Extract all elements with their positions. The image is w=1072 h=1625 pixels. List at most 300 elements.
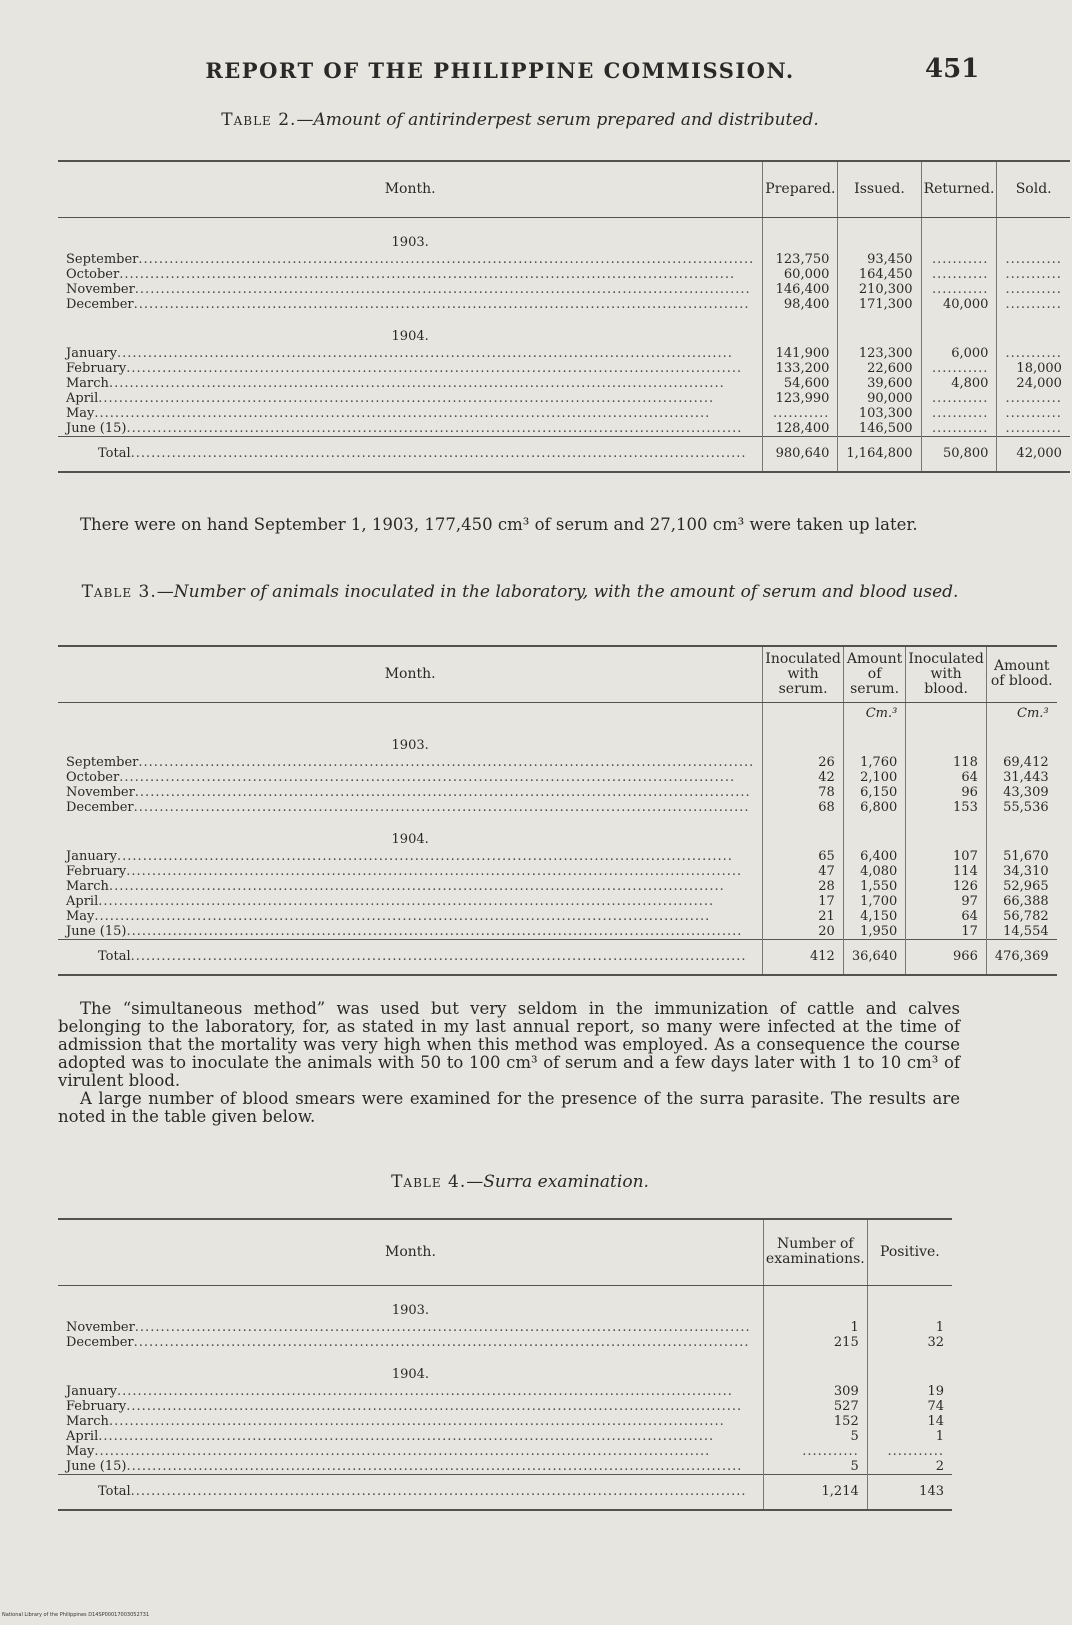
value-cell: 164,450 — [838, 267, 921, 282]
leader-dots: ........................................................................................................................ — [130, 1484, 747, 1499]
total-row — [58, 1474, 952, 1510]
leader-dots: ........... — [1005, 420, 1062, 436]
leader-dots: ........................................................................................................................ — [117, 345, 733, 361]
table3-caption-title: —Number of animals inoculated in the laboratory, with the amount of serum and blood used. — [156, 582, 959, 602]
table-row — [58, 346, 1070, 361]
month-cell — [58, 770, 763, 785]
table-row — [58, 391, 1070, 406]
year-spacer — [763, 1285, 867, 1320]
value-cell: 309 — [763, 1384, 867, 1399]
month-cell — [58, 252, 763, 267]
value-cell: 40,000 — [921, 297, 997, 312]
leader-dots: ........................................................................................................................ — [133, 799, 750, 815]
value-cell: 114 — [906, 864, 987, 879]
table-row — [58, 849, 1057, 864]
note-serum-text: There were on hand September 1, 1903, 177,450 cm³ of serum and 27,100 cm³ were taken up later. — [80, 515, 918, 534]
page-number: 451 — [925, 54, 980, 84]
value-cell: 107 — [906, 849, 987, 864]
leader-dots: ........................................................................................................................ — [98, 1428, 715, 1444]
table4-caption — [60, 1172, 980, 1192]
value-cell: 17 — [906, 924, 987, 940]
leader-dots: ........................................................................................................................ — [126, 1398, 743, 1414]
value-cell: 26 — [763, 755, 844, 770]
table4-caption-lead: Table 4. — [391, 1172, 467, 1192]
table-row — [58, 297, 1070, 312]
month-cell — [58, 1414, 763, 1429]
leader-dots: ........................................................................................................................ — [126, 360, 743, 376]
total-value: 1,214 — [763, 1474, 867, 1510]
leader-dots: ........................................................................................................................ — [133, 1334, 750, 1350]
year-spacer — [763, 721, 844, 755]
value-cell: 66,388 — [986, 894, 1056, 909]
leader-dots: ........... — [931, 420, 989, 436]
value-cell: 54,600 — [763, 376, 838, 391]
value-cell — [867, 1444, 952, 1459]
year-spacer — [997, 217, 1070, 252]
month-label: June (15) — [66, 923, 127, 939]
column-header: Amount of serum. — [843, 646, 906, 702]
year-row — [58, 1350, 952, 1384]
total-value: 980,640 — [763, 436, 838, 472]
unit-cell — [906, 702, 987, 721]
leader-dots: ........... — [931, 266, 989, 282]
value-cell — [921, 391, 997, 406]
month-label: January — [66, 345, 118, 361]
year-spacer — [906, 721, 987, 755]
month-label: April — [66, 390, 99, 406]
leader-dots: ........... — [802, 1443, 859, 1459]
month-cell — [58, 361, 763, 376]
leader-dots: ........................................................................................................................ — [117, 848, 733, 864]
value-cell: 96 — [906, 785, 987, 800]
value-cell — [921, 282, 997, 297]
column-header: Positive. — [867, 1219, 952, 1285]
month-label: October — [66, 266, 120, 282]
month-cell — [58, 1444, 763, 1459]
year-label: 1903. — [391, 1302, 430, 1318]
value-cell — [997, 297, 1070, 312]
year-spacer — [843, 721, 906, 755]
month-cell — [58, 406, 763, 421]
value-cell — [763, 406, 838, 421]
table-row — [58, 1444, 952, 1459]
total-value: 412 — [763, 939, 844, 975]
value-cell — [997, 421, 1070, 437]
month-label: May — [66, 405, 95, 421]
year-label: 1904. — [391, 831, 429, 847]
year-label: 1903. — [391, 234, 429, 250]
total-row — [58, 939, 1057, 975]
month-label: March — [66, 375, 109, 391]
year-spacer — [867, 1285, 952, 1320]
value-cell: 64 — [906, 770, 987, 785]
column-header: Inoculated with blood. — [906, 646, 987, 702]
value-cell — [921, 406, 997, 421]
table-row — [58, 406, 1070, 421]
value-cell: 1 — [763, 1320, 867, 1335]
leader-dots: ........................................................................................................................ — [108, 375, 725, 391]
year-spacer — [921, 217, 997, 252]
table-row — [58, 361, 1070, 376]
month-label: May — [66, 1443, 95, 1459]
value-cell: 146,400 — [763, 282, 838, 297]
leader-dots: ........... — [887, 1443, 944, 1459]
table-row — [58, 1414, 952, 1429]
table-row — [58, 376, 1070, 391]
value-cell — [921, 421, 997, 437]
value-cell — [997, 406, 1070, 421]
value-cell: 93,450 — [838, 252, 921, 267]
leader-dots: ........................................................................................................................ — [130, 949, 747, 964]
column-header: Prepared. — [763, 161, 838, 217]
value-cell: 4,080 — [843, 864, 906, 879]
value-cell — [921, 267, 997, 282]
value-cell: 74 — [867, 1399, 952, 1414]
leader-dots: ........... — [931, 251, 989, 267]
total-label: Total — [98, 949, 131, 964]
column-header: Month. — [58, 1219, 763, 1285]
value-cell: 210,300 — [838, 282, 921, 297]
month-label: November — [66, 1319, 135, 1335]
value-cell: 215 — [763, 1335, 867, 1350]
value-cell — [997, 391, 1070, 406]
value-cell: 43,309 — [986, 785, 1056, 800]
month-cell — [58, 391, 763, 406]
year-spacer — [997, 312, 1070, 346]
month-cell — [58, 282, 763, 297]
leader-dots: ........... — [1005, 251, 1062, 267]
value-cell — [997, 282, 1070, 297]
value-cell: 1,760 — [843, 755, 906, 770]
column-header: Amount of blood. — [986, 646, 1056, 702]
total-row — [58, 436, 1070, 472]
table-row — [58, 1459, 952, 1475]
leader-dots: ........... — [931, 281, 989, 297]
table-row — [58, 1429, 952, 1444]
leader-dots: ........................................................................................................................ — [134, 1319, 751, 1335]
value-cell: 2,100 — [843, 770, 906, 785]
month-label: February — [66, 360, 127, 376]
table-row — [58, 1320, 952, 1335]
table-3-inoculations — [58, 645, 1057, 976]
table4-caption-title: —Surra examination. — [466, 1172, 649, 1192]
leader-dots: ........... — [1005, 345, 1062, 361]
para-simultaneous-method: The “simultaneous method” was used but very seldom in the immunization of cattle and calves belonging to the laboratory, for, as stated in my last annual report, so many were infected at the time of admission that the mortality was very high when this method was employed. As a consequence the course adopted was to inoculate the animals with 50 to 100 cm³ of serum and a few days later with 1 to 10 cm³ of virulent blood. — [58, 999, 960, 1090]
value-cell: 52,965 — [986, 879, 1056, 894]
table-row — [58, 755, 1057, 770]
value-cell: 78 — [763, 785, 844, 800]
value-cell: 42 — [763, 770, 844, 785]
value-cell: 65 — [763, 849, 844, 864]
table-4-surra — [58, 1218, 952, 1511]
value-cell: 31,443 — [986, 770, 1056, 785]
table-row — [58, 894, 1057, 909]
value-cell: 6,150 — [843, 785, 906, 800]
value-cell: 1,700 — [843, 894, 906, 909]
value-cell: 4,150 — [843, 909, 906, 924]
leader-dots: ........................................................................................................................ — [126, 923, 743, 939]
leader-dots: ........... — [931, 360, 989, 376]
value-cell: 2 — [867, 1459, 952, 1475]
table-row — [58, 267, 1070, 282]
month-label: February — [66, 1398, 127, 1414]
month-cell — [58, 894, 763, 909]
value-cell: 28 — [763, 879, 844, 894]
leader-dots: ........................................................................................................................ — [126, 863, 743, 879]
year-spacer — [763, 1350, 867, 1384]
value-cell: 32 — [867, 1335, 952, 1350]
month-cell — [58, 346, 763, 361]
leader-dots: ........................................................................................................................ — [94, 908, 711, 924]
value-cell: 51,670 — [986, 849, 1056, 864]
leader-dots: ........... — [1005, 405, 1062, 421]
value-cell — [763, 1444, 867, 1459]
year-row — [58, 1285, 952, 1320]
unit-row — [58, 702, 1057, 721]
value-cell: 1,550 — [843, 879, 906, 894]
value-cell: 47 — [763, 864, 844, 879]
month-label: December — [66, 799, 134, 815]
table-row — [58, 864, 1057, 879]
month-cell — [58, 267, 763, 282]
column-header: Returned. — [921, 161, 997, 217]
unit-cell — [763, 702, 844, 721]
unit-cell: Cm.³ — [986, 702, 1056, 721]
total-cell — [58, 436, 763, 472]
value-cell: 14,554 — [986, 924, 1056, 940]
leader-dots: ........... — [931, 405, 989, 421]
table3-caption — [60, 582, 980, 602]
value-cell: 68 — [763, 800, 844, 815]
year-spacer — [986, 721, 1056, 755]
month-cell — [58, 376, 763, 391]
month-cell — [58, 297, 763, 312]
leader-dots: ........................................................................................................................ — [134, 784, 751, 800]
leader-dots: ........................................................................................................................ — [126, 420, 743, 436]
value-cell: 118 — [906, 755, 987, 770]
value-cell: 6,800 — [843, 800, 906, 815]
value-cell: 152 — [763, 1414, 867, 1429]
leader-dots: ........................................................................................................................ — [108, 1413, 725, 1429]
month-cell — [58, 924, 763, 940]
year-spacer — [921, 312, 997, 346]
month-label: March — [66, 1413, 109, 1429]
month-cell — [58, 755, 763, 770]
table2-caption — [60, 110, 980, 130]
unit-cell: Cm.³ — [843, 702, 906, 721]
library-footer: National Library of the Philippines D14SP00017003052731 — [2, 1612, 150, 1618]
value-cell: 22,600 — [838, 361, 921, 376]
leader-dots: ........... — [772, 405, 830, 421]
leader-dots: ........................................................................................................................ — [119, 769, 736, 785]
value-cell: 126 — [906, 879, 987, 894]
month-label: June (15) — [66, 1458, 127, 1474]
month-cell — [58, 849, 763, 864]
month-label: October — [66, 769, 120, 785]
month-cell — [58, 1384, 763, 1399]
table-row — [58, 909, 1057, 924]
value-cell: 6,000 — [921, 346, 997, 361]
table-row — [58, 800, 1057, 815]
value-cell: 97 — [906, 894, 987, 909]
total-value: 1,164,800 — [838, 436, 921, 472]
month-label: January — [66, 848, 118, 864]
column-header: Number of examinations. — [763, 1219, 867, 1285]
value-cell: 1,950 — [843, 924, 906, 940]
table-row — [58, 1384, 952, 1399]
month-cell — [58, 800, 763, 815]
table-row — [58, 252, 1070, 267]
unit-spacer — [58, 702, 763, 721]
month-label: February — [66, 863, 127, 879]
value-cell: 14 — [867, 1414, 952, 1429]
value-cell: 133,200 — [763, 361, 838, 376]
leader-dots: ........................................................................................................................ — [134, 281, 751, 297]
leader-dots: ........... — [1005, 390, 1062, 406]
header-row — [58, 161, 1070, 217]
leader-dots: ........................................................................................................................ — [98, 893, 715, 909]
month-cell — [58, 1335, 763, 1350]
value-cell: 4,800 — [921, 376, 997, 391]
table-row — [58, 879, 1057, 894]
table-2-serum — [58, 160, 1070, 473]
month-label: September — [66, 754, 139, 770]
value-cell: 19 — [867, 1384, 952, 1399]
value-cell: 55,536 — [986, 800, 1056, 815]
value-cell: 153 — [906, 800, 987, 815]
header-row — [58, 646, 1057, 702]
leader-dots: ........................................................................................................................ — [94, 1443, 711, 1459]
month-label: December — [66, 1334, 134, 1350]
table-row — [58, 421, 1070, 437]
total-cell — [58, 1474, 763, 1510]
value-cell: 90,000 — [838, 391, 921, 406]
table-row — [58, 924, 1057, 940]
year-spacer — [867, 1350, 952, 1384]
table-row — [58, 1399, 952, 1414]
value-cell: 1 — [867, 1429, 952, 1444]
column-header: Sold. — [997, 161, 1070, 217]
month-label: May — [66, 908, 95, 924]
month-cell — [58, 879, 763, 894]
leader-dots: ........................................................................................................................ — [138, 754, 755, 770]
value-cell: 141,900 — [763, 346, 838, 361]
value-cell — [997, 346, 1070, 361]
value-cell: 123,990 — [763, 391, 838, 406]
column-header: Month. — [58, 161, 763, 217]
year-spacer — [906, 815, 987, 849]
year-label: 1904. — [391, 1366, 430, 1382]
column-header: Inoculated with serum. — [763, 646, 844, 702]
leader-dots: ........................................................................................................................ — [98, 390, 715, 406]
leader-dots: ........................................................................................................................ — [133, 296, 750, 312]
month-label: June (15) — [66, 420, 127, 436]
value-cell: 69,412 — [986, 755, 1056, 770]
header-row — [58, 1219, 952, 1285]
value-cell: 146,500 — [838, 421, 921, 437]
value-cell: 24,000 — [997, 376, 1070, 391]
year-label: 1904. — [391, 328, 429, 344]
month-cell — [58, 909, 763, 924]
value-cell: 527 — [763, 1399, 867, 1414]
leader-dots: ........................................................................................................................ — [138, 251, 755, 267]
year-row — [58, 217, 1070, 252]
month-label: September — [66, 251, 139, 267]
value-cell: 1 — [867, 1320, 952, 1335]
total-value: 50,800 — [921, 436, 997, 472]
leader-dots: ........... — [931, 390, 989, 406]
value-cell — [921, 361, 997, 376]
total-value: 36,640 — [843, 939, 906, 975]
year-row — [58, 721, 1057, 755]
value-cell: 128,400 — [763, 421, 838, 437]
year-spacer — [763, 815, 844, 849]
leader-dots: ........... — [1005, 296, 1062, 312]
total-cell — [58, 939, 763, 975]
table-row — [58, 282, 1070, 297]
leader-dots: ........... — [1005, 281, 1062, 297]
month-cell — [58, 1459, 763, 1475]
value-cell: 64 — [906, 909, 987, 924]
value-cell: 5 — [763, 1429, 867, 1444]
column-header: Issued. — [838, 161, 921, 217]
total-value: 476,369 — [986, 939, 1056, 975]
month-cell — [58, 1399, 763, 1414]
leader-dots: ........................................................................................................................ — [94, 405, 711, 421]
column-header: Month. — [58, 646, 763, 702]
value-cell: 103,300 — [838, 406, 921, 421]
table-row — [58, 1335, 952, 1350]
total-label: Total — [98, 1484, 131, 1499]
leader-dots: ........................................................................................................................ — [130, 446, 747, 461]
month-cell — [58, 421, 763, 437]
total-value: 966 — [906, 939, 987, 975]
leader-dots: ........................................................................................................................ — [126, 1458, 743, 1474]
month-label: April — [66, 1428, 99, 1444]
year-spacer — [843, 815, 906, 849]
year-spacer — [838, 312, 921, 346]
total-value: 143 — [867, 1474, 952, 1510]
month-label: November — [66, 784, 135, 800]
value-cell — [997, 267, 1070, 282]
body-paragraphs — [58, 1000, 960, 1126]
month-label: April — [66, 893, 99, 909]
leader-dots: ........... — [1005, 266, 1062, 282]
year-row — [58, 312, 1070, 346]
running-head: REPORT OF THE PHILIPPINE COMMISSION. — [205, 58, 795, 83]
leader-dots: ........................................................................................................................ — [119, 266, 736, 282]
month-cell — [58, 1429, 763, 1444]
month-cell — [58, 864, 763, 879]
value-cell: 123,750 — [763, 252, 838, 267]
value-cell: 123,300 — [838, 346, 921, 361]
value-cell: 60,000 — [763, 267, 838, 282]
month-cell — [58, 1320, 763, 1335]
table-row — [58, 785, 1057, 800]
table-row — [58, 770, 1057, 785]
para-blood-smears: A large number of blood smears were examined for the presence of the surra parasite. The results are noted in the table given below. — [58, 1089, 960, 1126]
year-spacer — [986, 815, 1056, 849]
value-cell: 17 — [763, 894, 844, 909]
total-value: 42,000 — [997, 436, 1070, 472]
value-cell: 21 — [763, 909, 844, 924]
year-spacer — [763, 217, 838, 252]
value-cell: 5 — [763, 1459, 867, 1475]
month-label: January — [66, 1383, 118, 1399]
value-cell: 34,310 — [986, 864, 1056, 879]
leader-dots: ........................................................................................................................ — [108, 878, 725, 894]
month-label: December — [66, 296, 134, 312]
